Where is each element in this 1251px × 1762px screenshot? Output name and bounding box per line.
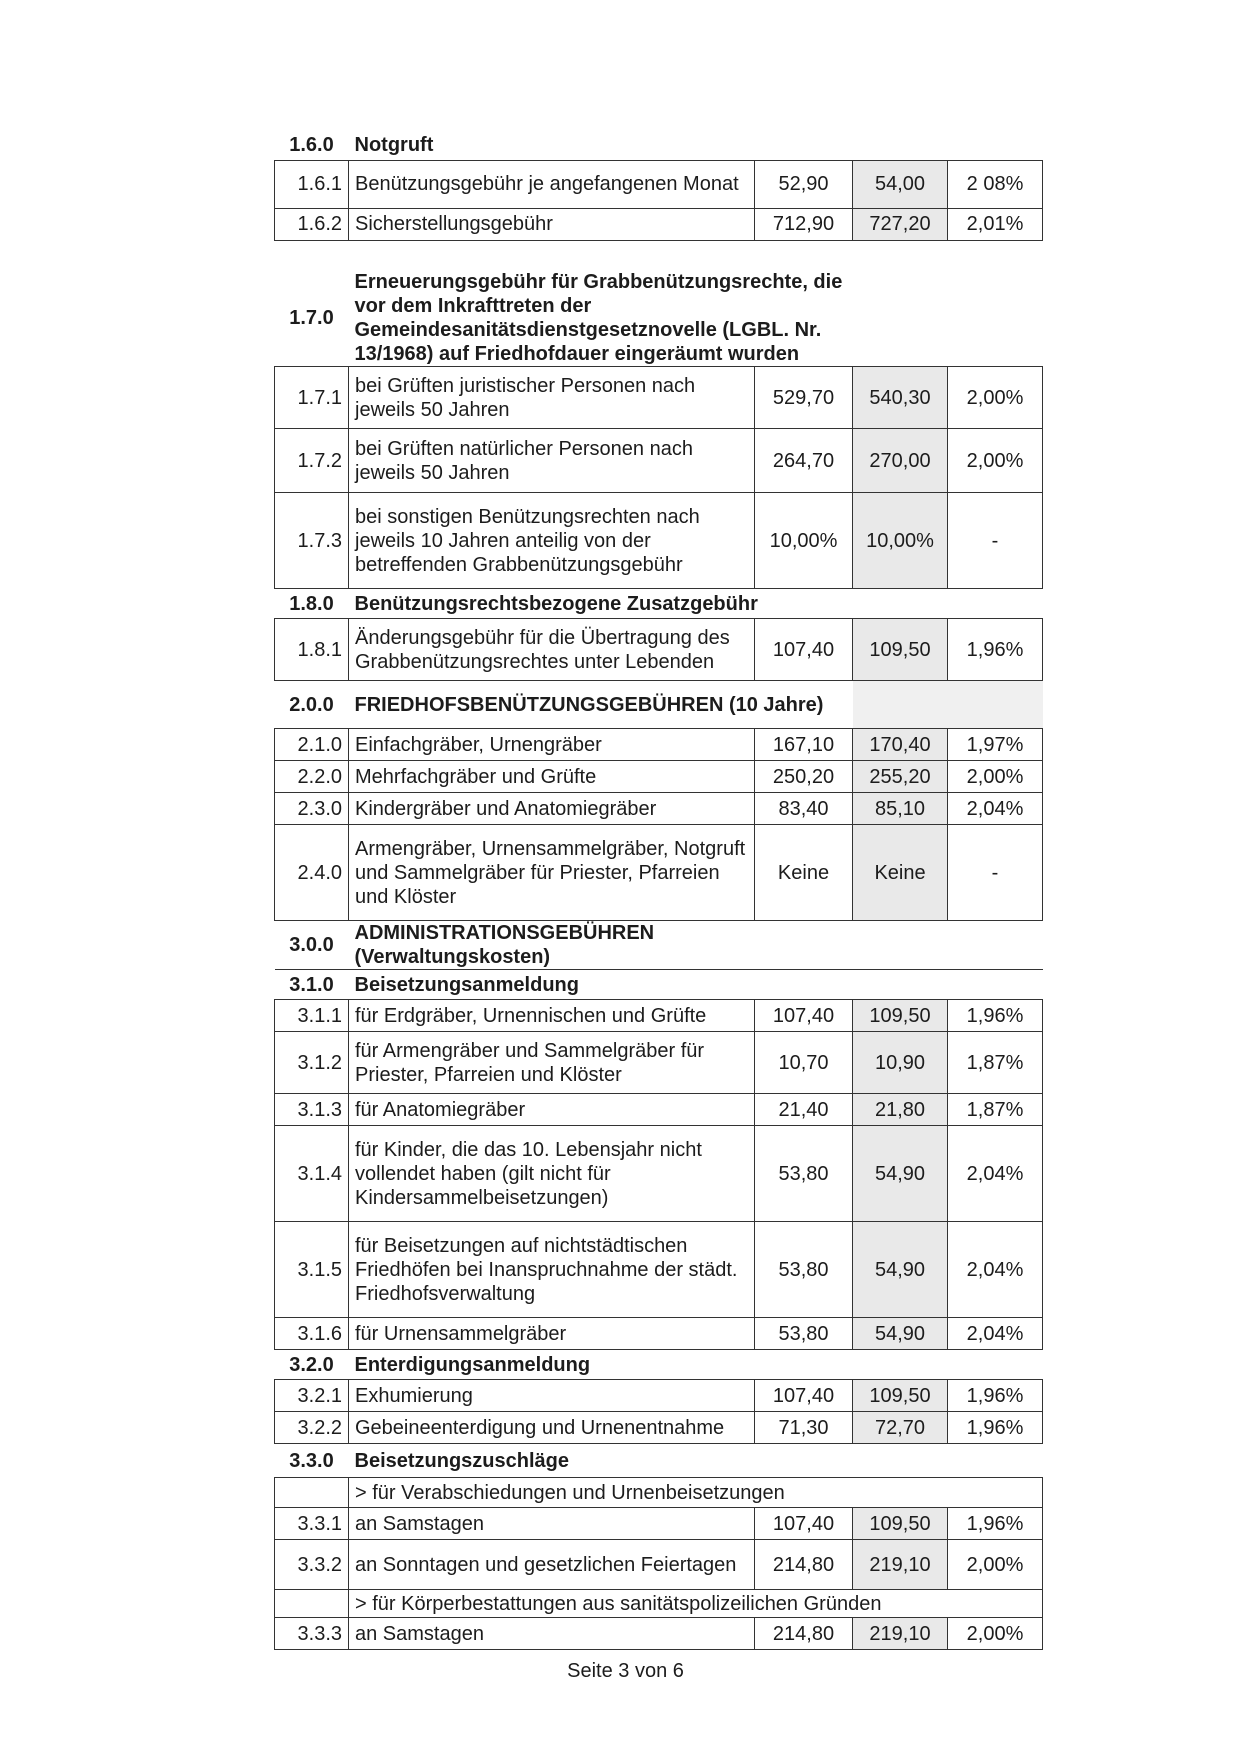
fee-new: 85,10 bbox=[853, 793, 948, 825]
fee-row bbox=[275, 1126, 1043, 1222]
fee-new: 540,30 bbox=[853, 367, 948, 429]
section-filler bbox=[948, 921, 1043, 970]
item-code: 3.1.2 bbox=[275, 1032, 349, 1094]
section-filler bbox=[853, 1350, 948, 1380]
section-filler bbox=[948, 270, 1043, 367]
fee-old: 53,80 bbox=[755, 1222, 853, 1318]
item-code: 3.3.3 bbox=[275, 1618, 349, 1650]
item-description: bei sonstigen Benützungsrechten nach jeweils 10 Jahren anteilig von der betreffenden Grabbenützungsgebühr bbox=[349, 493, 755, 589]
fee-new: 21,80 bbox=[853, 1094, 948, 1126]
section-heading bbox=[275, 1350, 1043, 1380]
fee-new: 54,90 bbox=[853, 1318, 948, 1350]
section-code: 3.2.0 bbox=[289, 1353, 334, 1376]
fee-old: 107,40 bbox=[755, 1380, 853, 1412]
fee-row bbox=[275, 793, 1043, 825]
section-code: 3.0.0 bbox=[275, 921, 349, 970]
fee-new: 170,40 bbox=[853, 729, 948, 761]
section-heading bbox=[275, 681, 1043, 729]
fee-old: 10,70 bbox=[755, 1032, 853, 1094]
section-filler bbox=[948, 1350, 1043, 1380]
subheading-row bbox=[275, 1478, 1043, 1508]
fee-old: 52,90 bbox=[755, 160, 853, 208]
item-code: 2.4.0 bbox=[275, 825, 349, 921]
section-code: 1.7.0 bbox=[289, 307, 334, 329]
item-description: an Sonntagen und gesetzlichen Feiertagen bbox=[349, 1540, 755, 1590]
fee-row bbox=[275, 1222, 1043, 1318]
section-heading bbox=[275, 921, 1043, 970]
fee-change-percent: 2,04% bbox=[948, 793, 1043, 825]
item-description: bei Grüften natürlicher Personen nach jeweils 50 Jahren bbox=[349, 429, 755, 493]
item-code: 1.6.1 bbox=[275, 160, 349, 208]
section-filler bbox=[853, 130, 948, 160]
fee-row bbox=[275, 1318, 1043, 1350]
fee-row bbox=[275, 1000, 1043, 1032]
fee-change-percent: 2 08% bbox=[948, 160, 1043, 208]
section-filler bbox=[948, 589, 1043, 619]
fee-change-percent: 2,04% bbox=[948, 1126, 1043, 1222]
section-filler bbox=[948, 681, 1043, 729]
item-code: 3.1.4 bbox=[275, 1126, 349, 1222]
fee-new: 219,10 bbox=[853, 1540, 948, 1590]
item-code: 3.1.3 bbox=[275, 1094, 349, 1126]
fee-new: 109,50 bbox=[853, 1000, 948, 1032]
section-title: Beisetzungsanmeldung bbox=[354, 973, 579, 996]
fee-change-percent: 1,96% bbox=[948, 1000, 1043, 1032]
fee-change-percent: 1,87% bbox=[948, 1032, 1043, 1094]
fee-old: 529,70 bbox=[755, 367, 853, 429]
fee-change-percent: 1,96% bbox=[948, 1508, 1043, 1540]
fee-old: 107,40 bbox=[755, 1000, 853, 1032]
section-filler bbox=[853, 970, 948, 1000]
item-code: 3.2.2 bbox=[275, 1412, 349, 1444]
fee-row bbox=[275, 761, 1043, 793]
fee-row bbox=[275, 1508, 1043, 1540]
spacer-row bbox=[275, 240, 1043, 270]
fee-row bbox=[275, 1540, 1043, 1590]
section-title: Benützungsrechtsbezogene Zusatzgebühr bbox=[354, 592, 758, 615]
fee-old: 21,40 bbox=[755, 1094, 853, 1126]
fee-new: 10,90 bbox=[853, 1032, 948, 1094]
item-description: für Armengräber und Sammelgräber für Priester, Pfarreien und Klöster bbox=[349, 1032, 755, 1094]
fee-row bbox=[275, 208, 1043, 240]
fee-row bbox=[275, 1032, 1043, 1094]
fee-new: 10,00% bbox=[853, 493, 948, 589]
fee-change-percent: 1,87% bbox=[948, 1094, 1043, 1126]
fee-change-percent: 2,04% bbox=[948, 1318, 1043, 1350]
fee-row bbox=[275, 1618, 1043, 1650]
section-filler bbox=[853, 681, 948, 729]
item-code: 2.2.0 bbox=[275, 761, 349, 793]
section-filler bbox=[948, 130, 1043, 160]
item-description: für Beisetzungen auf nichtstädtischen Friedhöfen bei Inanspruchnahme der städt. Friedhofsverwaltung bbox=[349, 1222, 755, 1318]
section-code: 1.6.0 bbox=[289, 133, 334, 156]
page-footer: Seite 3 von 6 bbox=[567, 1660, 684, 1682]
fee-row bbox=[275, 1380, 1043, 1412]
fee-table bbox=[274, 130, 1043, 1650]
fee-change-percent: 1,96% bbox=[948, 1412, 1043, 1444]
fee-old: 214,80 bbox=[755, 1540, 853, 1590]
item-code: 1.7.3 bbox=[275, 493, 349, 589]
fee-new: 109,50 bbox=[853, 1508, 948, 1540]
item-code: 3.1.6 bbox=[275, 1318, 349, 1350]
section-title: ADMINISTRATIONSGEBÜHREN (Verwaltungskosten) bbox=[349, 921, 853, 970]
fee-old: 107,40 bbox=[755, 619, 853, 681]
fee-old: 214,80 bbox=[755, 1618, 853, 1650]
item-code: 3.1.1 bbox=[275, 1000, 349, 1032]
fee-change-percent: 1,96% bbox=[948, 1380, 1043, 1412]
item-description: Kindergräber und Anatomiegräber bbox=[349, 793, 755, 825]
item-code: 3.3.2 bbox=[275, 1540, 349, 1590]
subheading-text: > für Verabschiedungen und Urnenbeisetzungen bbox=[349, 1478, 1043, 1508]
item-code: 3.3.1 bbox=[275, 1508, 349, 1540]
fee-new: 219,10 bbox=[853, 1618, 948, 1650]
section-filler bbox=[853, 589, 948, 619]
section-code: 1.8.0 bbox=[289, 592, 334, 615]
section-heading bbox=[275, 970, 1043, 1000]
fee-row bbox=[275, 1094, 1043, 1126]
section-title: Beisetzungszuschläge bbox=[354, 1449, 570, 1472]
subheading-row bbox=[275, 1590, 1043, 1618]
item-code: 1.8.1 bbox=[275, 619, 349, 681]
item-description: an Samstagen bbox=[349, 1618, 755, 1650]
fee-row bbox=[275, 493, 1043, 589]
fee-new: 255,20 bbox=[853, 761, 948, 793]
item-description: an Samstagen bbox=[349, 1508, 755, 1540]
section-filler bbox=[853, 1444, 948, 1478]
fee-change-percent: 1,96% bbox=[948, 619, 1043, 681]
fee-row bbox=[275, 367, 1043, 429]
fee-change-percent: - bbox=[948, 825, 1043, 921]
fee-old: Keine bbox=[755, 825, 853, 921]
fee-new: 109,50 bbox=[853, 1380, 948, 1412]
fee-old: 83,40 bbox=[755, 793, 853, 825]
section-heading bbox=[275, 270, 1043, 367]
fee-new: 727,20 bbox=[853, 208, 948, 240]
fee-old: 53,80 bbox=[755, 1318, 853, 1350]
item-description: für Anatomiegräber bbox=[349, 1094, 755, 1126]
section-code: 2.0.0 bbox=[289, 693, 334, 716]
fee-new: 109,50 bbox=[853, 619, 948, 681]
fee-change-percent: 2,04% bbox=[948, 1222, 1043, 1318]
fee-new: 72,70 bbox=[853, 1412, 948, 1444]
item-description: Benützungsgebühr je angefangenen Monat bbox=[349, 160, 755, 208]
spacer-cell bbox=[275, 240, 1043, 270]
fee-change-percent: 2,01% bbox=[948, 208, 1043, 240]
item-code: 3.2.1 bbox=[275, 1380, 349, 1412]
item-description: Armengräber, Urnensammelgräber, Notgruft und Sammelgräber für Priester, Pfarreien und Klöster bbox=[349, 825, 755, 921]
item-description: Gebeineenterdigung und Urnenentnahme bbox=[349, 1412, 755, 1444]
section-filler bbox=[948, 1444, 1043, 1478]
section-title: Enterdigungsanmeldung bbox=[354, 1353, 591, 1376]
fee-change-percent: 2,00% bbox=[948, 367, 1043, 429]
fee-row bbox=[275, 160, 1043, 208]
fee-new: 54,90 bbox=[853, 1222, 948, 1318]
section-filler bbox=[853, 270, 948, 367]
section-title: Notgruft bbox=[354, 133, 434, 156]
section-title: Erneuerungsgebühr für Grabbenützungsrechte, die vor dem Inkrafttreten der Gemeindesanitätsdienstgesetznovelle (LGBL. Nr. 13/1968) auf Friedhofdauer eingeräumt wurden bbox=[354, 271, 843, 365]
fee-old: 712,90 bbox=[755, 208, 853, 240]
item-code: 3.1.5 bbox=[275, 1222, 349, 1318]
item-code: 2.1.0 bbox=[275, 729, 349, 761]
item-description: für Erdgräber, Urnennischen und Grüfte bbox=[349, 1000, 755, 1032]
fee-old: 264,70 bbox=[755, 429, 853, 493]
fee-old: 167,10 bbox=[755, 729, 853, 761]
item-description: Sicherstellungsgebühr bbox=[349, 208, 755, 240]
item-description: Mehrfachgräber und Grüfte bbox=[349, 761, 755, 793]
section-filler bbox=[853, 921, 948, 970]
item-description: Einfachgräber, Urnengräber bbox=[349, 729, 755, 761]
item-code: 1.7.2 bbox=[275, 429, 349, 493]
empty-code bbox=[275, 1478, 349, 1508]
fee-old: 107,40 bbox=[755, 1508, 853, 1540]
fee-new: Keine bbox=[853, 825, 948, 921]
item-description: Änderungsgebühr für die Übertragung des Grabbenützungsrechtes unter Lebenden bbox=[349, 619, 755, 681]
fee-change-percent: - bbox=[948, 493, 1043, 589]
section-code: 3.1.0 bbox=[289, 973, 334, 996]
fee-row bbox=[275, 825, 1043, 921]
fee-change-percent: 2,00% bbox=[948, 1618, 1043, 1650]
section-heading bbox=[275, 589, 1043, 619]
item-description: Exhumierung bbox=[349, 1380, 755, 1412]
fee-row bbox=[275, 429, 1043, 493]
item-description: bei Grüften juristischer Personen nach jeweils 50 Jahren bbox=[349, 367, 755, 429]
item-code: 1.6.2 bbox=[275, 208, 349, 240]
section-heading bbox=[275, 130, 1043, 160]
fee-row bbox=[275, 729, 1043, 761]
fee-row bbox=[275, 1412, 1043, 1444]
fee-change-percent: 1,97% bbox=[948, 729, 1043, 761]
section-filler bbox=[948, 970, 1043, 1000]
fee-new: 54,00 bbox=[853, 160, 948, 208]
fee-old: 10,00% bbox=[755, 493, 853, 589]
fee-change-percent: 2,00% bbox=[948, 1540, 1043, 1590]
fee-new: 54,90 bbox=[853, 1126, 948, 1222]
section-heading bbox=[275, 1444, 1043, 1478]
item-code: 1.7.1 bbox=[275, 367, 349, 429]
fee-change-percent: 2,00% bbox=[948, 761, 1043, 793]
item-description: für Kinder, die das 10. Lebensjahr nicht vollendet haben (gilt nicht für Kindersammelbeisetzungen) bbox=[349, 1126, 755, 1222]
section-code: 3.3.0 bbox=[289, 1449, 334, 1472]
item-code: 2.3.0 bbox=[275, 793, 349, 825]
fee-old: 71,30 bbox=[755, 1412, 853, 1444]
fee-new: 270,00 bbox=[853, 429, 948, 493]
empty-code bbox=[275, 1590, 349, 1618]
item-description: für Urnensammelgräber bbox=[349, 1318, 755, 1350]
subheading-text: > für Körperbestattungen aus sanitätspolizeilichen Gründen bbox=[349, 1590, 1043, 1618]
fee-row bbox=[275, 619, 1043, 681]
fee-change-percent: 2,00% bbox=[948, 429, 1043, 493]
fee-old: 53,80 bbox=[755, 1126, 853, 1222]
section-title: FRIEDHOFSBENÜTZUNGSGEBÜHREN (10 Jahre) bbox=[354, 693, 824, 716]
fee-old: 250,20 bbox=[755, 761, 853, 793]
